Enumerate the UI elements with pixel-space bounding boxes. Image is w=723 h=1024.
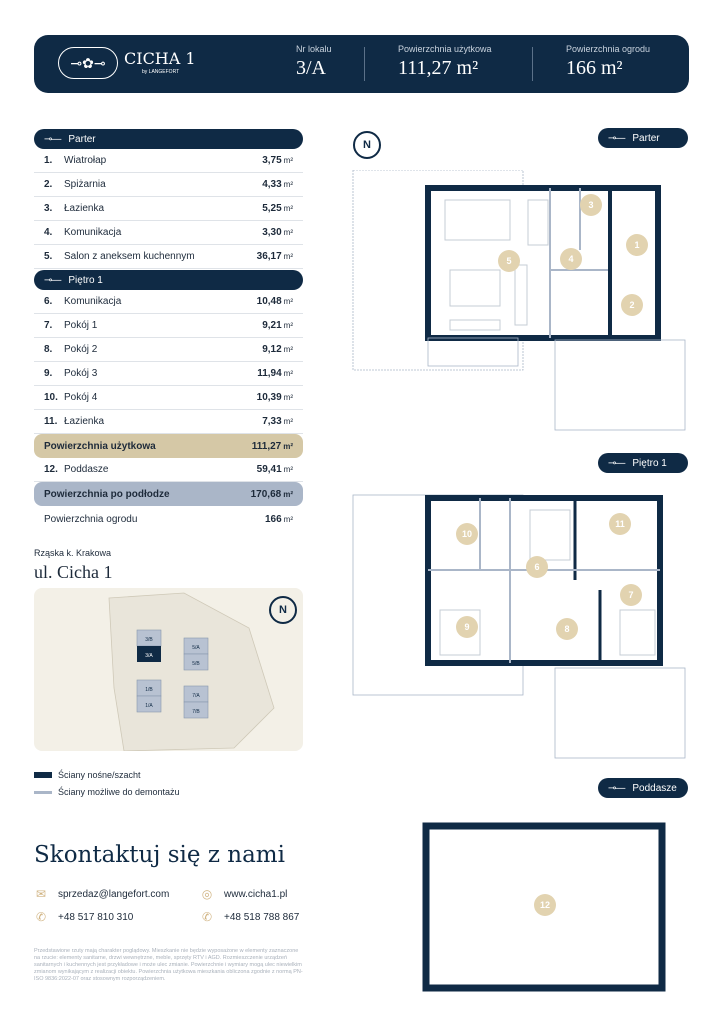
room-badge: 4 xyxy=(560,248,582,270)
unit-label: m² xyxy=(283,441,293,451)
plan-label-parter xyxy=(598,128,688,148)
plan-label-pietro xyxy=(598,453,688,473)
header-bar xyxy=(34,35,689,93)
unit-label: m² xyxy=(283,465,293,474)
room-area: 9,21 xyxy=(262,320,282,331)
map-unit-label: 5/A xyxy=(192,645,200,651)
phone-icon: ✆ xyxy=(35,910,47,924)
room-badge: 5 xyxy=(498,250,520,272)
legend-label: Ściany nośne/szacht xyxy=(58,770,141,780)
header-divider xyxy=(532,47,533,81)
contact-title: Skontaktuj się z nami xyxy=(34,842,285,868)
legend-swatch xyxy=(34,772,52,778)
room-number: 4. xyxy=(44,227,53,238)
room-area: 5,25 xyxy=(262,203,282,214)
room-area: 9,12 xyxy=(262,344,282,355)
room-badge: 8 xyxy=(556,618,578,640)
disclaimer-text: Przedstawione rzuty mają charakter poglądowy. Mieszkanie nie będzie wyposażone w elementy zaznaczone na rzucie: elementy sanitarne, drzwi wewnętrzne, meble, sprzęty RTV i AGD. Rozmieszczenie urządzeń sanitarnych i kuchennych jest przykładowe i może ulec zmianie. Powierzchnie i wymiary mogą ulec niewielkim zmianom wynikającym z realizacji obiektu. Powierzchnia użytkowa mieszkania obliczona zgodnie z normą PN-ISO 9836:2022-07 oraz stosownym rozporządzeniem. xyxy=(34,948,303,982)
contact-phone-2[interactable] xyxy=(200,911,299,923)
room-badge: 11 xyxy=(609,513,631,535)
unit-label: m² xyxy=(283,180,293,189)
unit-label: m² xyxy=(283,228,293,237)
room-area: 11,94 xyxy=(257,368,282,379)
room-area: 59,41 xyxy=(256,464,282,475)
room-row xyxy=(34,338,303,362)
room-number: 11. xyxy=(44,416,58,427)
plan-label-text: Poddasze xyxy=(632,782,677,794)
garden-area-label: Powierzchnia ogrodu xyxy=(566,44,651,54)
location-city: Rząska k. Krakowa xyxy=(34,548,112,558)
room-list-pietro xyxy=(34,290,303,434)
legend-swatch xyxy=(34,791,52,794)
plan-label-text: Piętro 1 xyxy=(632,457,667,469)
room-name: Poddasze xyxy=(64,464,109,475)
room-badge: 10 xyxy=(456,523,478,545)
room-list-parter xyxy=(34,149,303,269)
room-name: Wiatrołap xyxy=(64,155,107,166)
room-badge: 9 xyxy=(456,616,478,638)
legend-load-bearing xyxy=(34,770,141,780)
room-row xyxy=(34,173,303,197)
legend-label: Ściany możliwe do demontażu xyxy=(58,787,180,797)
room-badge: 7 xyxy=(620,584,642,606)
room-name: Łazienka xyxy=(64,203,105,214)
room-row xyxy=(34,410,303,434)
map-unit-label: 3/B xyxy=(145,637,153,643)
room-number: 5. xyxy=(44,251,53,262)
room-badge: 6 xyxy=(526,556,548,578)
floor-area-summary xyxy=(34,482,303,506)
unit-number xyxy=(296,44,332,80)
room-badge: 2 xyxy=(621,294,643,316)
key-icon: ⊸— xyxy=(44,133,61,145)
header-divider xyxy=(364,47,365,81)
map-unit-label: 7/A xyxy=(192,693,200,699)
summary-value: 170,68 xyxy=(250,488,282,500)
envelope-icon: ✉ xyxy=(35,887,47,901)
key-icon: ⊸— xyxy=(44,274,61,286)
unit-label: m² xyxy=(283,369,293,378)
summary-value: 111,27 xyxy=(251,440,282,452)
summary-value: 166 xyxy=(264,513,282,525)
map-unit-label: 1/B xyxy=(145,687,153,693)
room-name: Pokój 2 xyxy=(64,344,98,355)
room-row xyxy=(34,386,303,410)
room-number: 9. xyxy=(44,368,53,379)
usable-area-label: Powierzchnia użytkowa xyxy=(398,44,492,54)
brand-logo xyxy=(58,47,196,79)
room-area: 10,48 xyxy=(256,296,282,307)
legend-removable xyxy=(34,787,180,797)
room-number: 2. xyxy=(44,179,53,190)
plan-label-poddasze xyxy=(598,778,688,798)
contact-email-text[interactable]: sprzedaz@langefort.com xyxy=(58,888,170,900)
room-name: Komunikacja xyxy=(64,227,122,238)
contact-phone-text[interactable]: +48 518 788 867 xyxy=(224,911,300,923)
room-row xyxy=(34,245,303,269)
room-name: Komunikacja xyxy=(64,296,122,307)
globe-icon: ◎ xyxy=(201,887,213,901)
map-unit-label: 7/B xyxy=(192,709,200,715)
map-unit-label: 1/A xyxy=(145,703,153,709)
garden-area-row xyxy=(34,507,303,531)
room-row xyxy=(34,362,303,386)
unit-label: m² xyxy=(283,489,293,499)
room-name: Pokój 1 xyxy=(64,320,98,331)
summary-label: Powierzchnia po podłodze xyxy=(44,488,170,500)
phone-icon: ✆ xyxy=(201,910,213,924)
unit-number-value: 3/A xyxy=(296,57,326,79)
contact-phone-1[interactable] xyxy=(34,911,133,923)
unit-label: m² xyxy=(283,514,293,524)
brand-sub: by LANGEFORT xyxy=(142,69,180,75)
room-row xyxy=(34,221,303,245)
room-area: 3,30 xyxy=(262,227,282,238)
plan-label-text: Parter xyxy=(632,132,660,144)
floor-header-pietro xyxy=(34,270,303,290)
room-row xyxy=(34,197,303,221)
site-map-drawing xyxy=(34,588,303,751)
contact-web-text[interactable]: www.cicha1.pl xyxy=(224,888,288,900)
room-area: 3,75 xyxy=(262,155,282,166)
usable-area-value: 111,27 m² xyxy=(398,57,479,79)
site-map xyxy=(34,588,303,751)
room-area: 36,17 xyxy=(256,251,282,262)
contact-phone-text[interactable]: +48 517 810 310 xyxy=(58,911,134,923)
room-badge: 3 xyxy=(580,194,602,216)
room-area: 4,33 xyxy=(262,179,282,190)
unit-label: m² xyxy=(283,417,293,426)
contact-email[interactable] xyxy=(34,888,169,900)
floor-header-parter xyxy=(34,129,303,149)
map-unit-label: 5/B xyxy=(192,661,200,667)
room-row-attic xyxy=(34,458,303,482)
floor-header-label: Parter xyxy=(68,133,96,145)
brand-name: CICHA 1 xyxy=(124,49,196,68)
map-unit-label: 3/A xyxy=(145,653,153,659)
room-name: Łazienka xyxy=(64,416,105,427)
room-row xyxy=(34,290,303,314)
key-icon: ⊸✿⊸ xyxy=(58,47,118,79)
room-number: 6. xyxy=(44,296,53,307)
room-number: 3. xyxy=(44,203,53,214)
unit-label: m² xyxy=(283,252,293,261)
key-icon: ⊸— xyxy=(608,457,625,469)
room-name: Salon z aneksem kuchennym xyxy=(64,251,195,262)
room-number: 12. xyxy=(44,464,58,475)
room-number: 8. xyxy=(44,344,53,355)
key-icon: ⊸— xyxy=(608,132,625,144)
room-number: 10. xyxy=(44,392,58,403)
unit-label: m² xyxy=(283,297,293,306)
room-badge: 12 xyxy=(534,894,556,916)
compass-icon: N xyxy=(269,596,297,624)
garden-area xyxy=(566,44,650,80)
room-row xyxy=(34,149,303,173)
room-area: 7,33 xyxy=(262,416,282,427)
compass-icon: N xyxy=(353,131,381,159)
floor-plan-pietro xyxy=(350,490,690,760)
room-area: 10,39 xyxy=(256,392,282,403)
summary-label: Powierzchnia użytkowa xyxy=(44,440,156,452)
room-name: Pokój 4 xyxy=(64,392,98,403)
usable-area xyxy=(398,44,492,80)
unit-label: m² xyxy=(283,321,293,330)
room-name: Spiżarnia xyxy=(64,179,106,190)
contact-web[interactable] xyxy=(200,888,287,900)
garden-area-value: 166 m² xyxy=(566,57,623,79)
summary-label: Powierzchnia ogrodu xyxy=(44,513,138,525)
unit-label: m² xyxy=(283,393,293,402)
room-row xyxy=(34,314,303,338)
key-icon: ⊸— xyxy=(608,782,625,794)
unit-label: m² xyxy=(283,345,293,354)
unit-number-label: Nr lokalu xyxy=(296,44,332,54)
room-badge: 1 xyxy=(626,234,648,256)
room-number: 7. xyxy=(44,320,53,331)
floor-header-label: Piętro 1 xyxy=(68,274,103,286)
unit-label: m² xyxy=(283,204,293,213)
room-number: 1. xyxy=(44,155,53,166)
unit-label: m² xyxy=(283,156,293,165)
room-name: Pokój 3 xyxy=(64,368,98,379)
usable-area-summary xyxy=(34,434,303,458)
location-street: ul. Cicha 1 xyxy=(34,562,113,582)
